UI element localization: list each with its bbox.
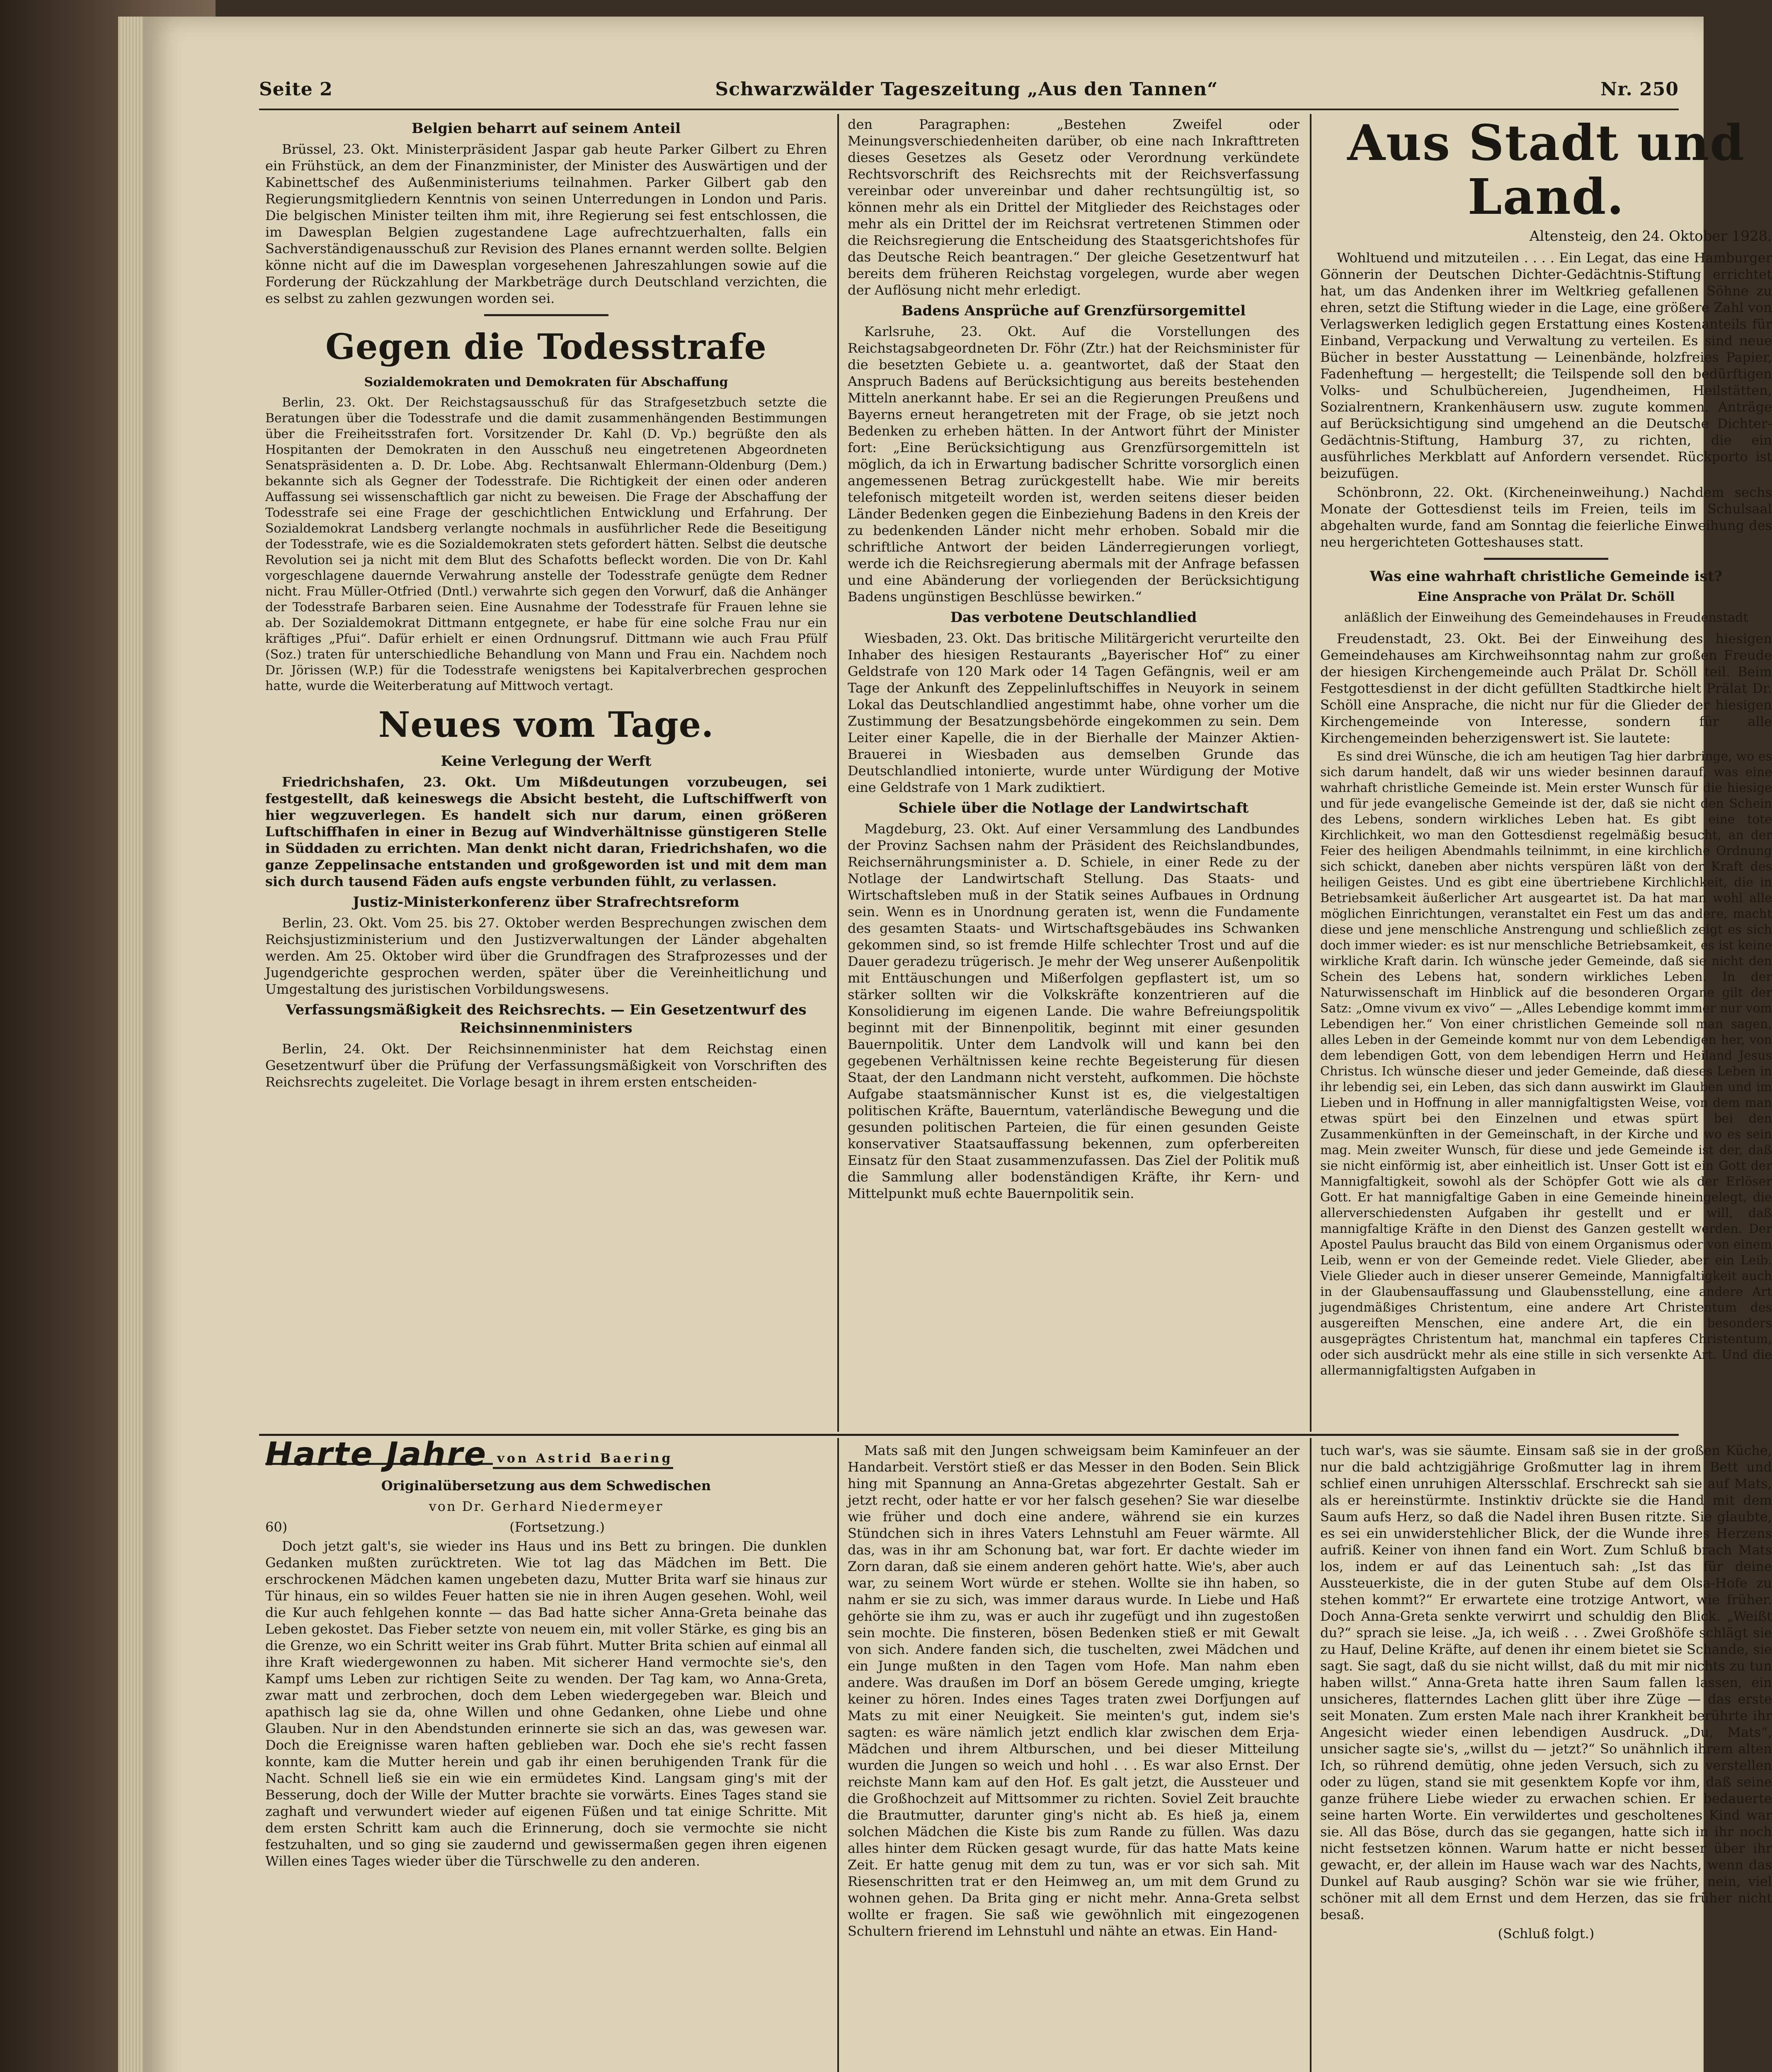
article-schiele-body: Magdeburg, 23. Okt. Auf einer Versammlung des Landbundes der Provinz Sachsen nahm der Präsident des Reichslandbundes, Reichsernährungsminister a. D. Schiele, in einer Rede zu der Notlage der Landwirtschaft Stellung. Das Staats- und Wirtschaftsleben muß in der Statik seines Aufbaues in Ordnung sein. Wenn es in Unordnung geraten ist, wenn die Fundamente des gesamten Staats- und Wirtschaftsgebäudes ins Schwanken gekommen sind, so ist fremde Hilfe schlechter Trost und auf die Dauer geradezu trügerisch. Je mehr der Weg unserer Außenpolitik mit Enttäuschungen und Mißerfolgen gepflastert ist, um so stärker sollten wir die Volkskräfte konzentrieren auf die Konsolidierung im eigenen Lande. Die wahre Befreiungspolitik beginnt mit der Binnenpolitik, beginnt mit einer gesunden Bauernpolitik. Unter dem Landvolk will und kann bei den gegebenen Verhältnissen keine rechte Begeisterung für diesen Staat, der den Landmann nicht versteht, aufkommen. Die höchste Aufgabe staatsmännischer Kunst ist es, die vielgestaltigen politischen Kräfte, Bauerntum, vaterländische Bewegung und die gesunden politischen Parteien, die für einen gesunden Geiste konservativer Staatsauffassung bekennen, zum opferbereiten Einsatz für den Staat zusammenzufassen. Das Ziel der Politik muß die Sammlung aller bodenständigen Kräfte, ihr Kern- und Mittelpunkt muß echte Bauernpolitik sein. <box>848 821 1299 1201</box>
column-1 <box>265 116 827 1430</box>
article-gemeinde-title: Was eine wahrhaft christliche Gemeinde ist? <box>1370 568 1723 585</box>
serial-column-3 <box>1320 1442 1772 2072</box>
article-verfassung-title: Verfassungsmäßigkeit des Reichsrechts. — Ein Gesetzentwurf des Reichsinnenministers <box>286 1002 807 1036</box>
article-todesstrafe-title: Gegen die Todesstrafe <box>325 326 767 367</box>
column-2 <box>848 116 1299 1430</box>
serial-end-note: (Schluß folgt.) <box>1498 1926 1595 1941</box>
article-baden-title: Badens Ansprüche auf Grenzfürsorgemittel <box>901 303 1246 319</box>
article-belgien-title: Belgien beharrt auf seinem Anteil <box>411 120 681 137</box>
article-justiz-title: Justiz-Ministerkonferenz über Strafrechtsreform <box>353 894 739 910</box>
serial-column-2 <box>848 1442 1299 2072</box>
newspaper-title: Schwarzwälder Tageszeitung „Aus den Tannen“ <box>715 79 1218 100</box>
article-gemeinde-intro: Freudenstadt, 23. Okt. Bei der Einweihung des hiesigen Gemeindehauses am Kirchweihsonntag nahm zur großen Freude der hiesigen Kirchengemeinde auch Prälat Dr. Schöll teil. Beim Festgottesdienst in der dicht gefüllten Stadtkirche hielt Prälat Dr. Schöll eine Ansprache, die nicht nur für die Glieder der hiesigen Kirchengemeinde von Interesse, sondern für alle Kirchengemeinden beherzigenswert ist. Sie lautete: <box>1320 631 1772 746</box>
article-gemeinde-subtitle: Eine Ansprache von Prälat Dr. Schöll <box>1417 590 1675 604</box>
serial-author: von Astrid Baering <box>493 1450 673 1469</box>
serial-translation-note: Originalübersetzung aus dem Schwedischen <box>381 1478 711 1493</box>
article-gemeinde-subtitle-2: anläßlich der Einweihung des Gemeindehauses in Freudenstadt <box>1344 610 1748 625</box>
article-todesstrafe-body: Berlin, 23. Okt. Der Reichstagsausschuß für das Strafgesetzbuch setzte die Beratungen über die Todesstrafe und die damit zusammenhängenden Bestimmungen über die Freiheitsstrafen fort. Vorsitzender Dr. Kahl (D. Vp.) begrüßte den als Hospitanten der Demokraten in den Ausschuß neu eingetretenen Abgeordneten Senatspräsidenten a. D. Dr. Lobe. Abg. Rechtsanwalt Ehlermann-Oldenburg (Dem.) bekannte sich als Gegner der Todesstrafe. Die Richtigkeit der einen oder anderen Auffassung sei wissenschaftlich gar nicht zu beweisen. Die Frage der Abschaffung der Todesstrafe sei eine Frage der geschichtlichen Entwicklung und Erfahrung. Der Sozialdemokrat Landsberg verlangte nochmals in ausführlicher Rede die Beseitigung der Todesstrafe, wie es die Sozialdemokraten stets gefordert hätten. Selbst die deutsche Revolution sei ja nicht mit dem Blut des Schafotts befleckt worden. Die von Dr. Kahl vorgeschlagene dauernde Verwahrung anstelle der Todesstrafe genügte dem Redner nicht. Frau Müller-Otfried (Dntl.) verwahrte sich gegen den Vorwurf, daß die Anhänger der Todesstrafe Barbaren seien. Eine Ausnahme der Todesstrafe für Frauen lehne sie ab. Der Sozialdemokrat Dittmann entgegnete, er habe für eine solche Frau nur ein kräftiges „Pfui“. Dafür erhielt er einen Ordnungsruf. Dittmann wie auch Frau Pfülf (Soz.) traten für unterschiedliche Behandlung von Mann und Frau ein. Nachdem noch Dr. Jörissen (W.P.) für die Todesstrafe wenigstens bei Kapitalverbrechen gesprochen hatte, wurde die Weiterberatung auf Mittwoch vertagt. <box>265 395 827 693</box>
serial-column-rule-2 <box>1310 1438 1311 2072</box>
header-rule <box>259 109 1679 110</box>
serial-masthead <box>265 1436 827 1473</box>
running-header <box>259 79 1679 108</box>
serial-title: Harte Jahre <box>265 1446 493 1465</box>
section-stadt-und-land-title: Aus Stadt und Land. <box>1347 114 1745 225</box>
divider <box>484 314 608 316</box>
page-number: Seite 2 <box>259 79 333 100</box>
article-todesstrafe-subtitle: Sozialdemokraten und Demokraten für Abschaffung <box>364 375 728 390</box>
serial-column-rule-1 <box>837 1438 839 2072</box>
serial-translator: von Dr. Gerhard Niedermeyer <box>429 1498 664 1514</box>
divider <box>1484 558 1608 560</box>
article-belgien-body: Brüssel, 23. Okt. Ministerpräsident Jaspar gab heute Parker Gilbert zu Ehren ein Frühstück, an dem der Finanzminister, der Minister des Auswärtigen und der Kabinettschef des Außenministeriums teilnahmen. Parker Gilbert gab den Regierungsmitgliedern Kenntnis von seinen Unterredungen in London und Paris. Die belgischen Minister teilten ihm mit, ihre Regierung sei fest entschlossen, die im Dawesplan Belgien zugestandene Lage aufrechtzuerhalten, falls ein Sachverständigenausschuß zur Revision des Planes ernannt werden sollte. Belgien könne nicht auf die im Dawesplan vorgesehenen Jahreszahlungen sowie auf die Forderung der Rückzahlung der Markbeträge durch Deutschland verzichten, die es selbst zu zahlen gezwungen worden sei. <box>265 141 827 306</box>
article-deutschlandlied-body: Wiesbaden, 23. Okt. Das britische Militärgericht verurteilte den Inhaber des hiesigen Restaurants „Bayerischer Hof“ zu einer Geldstrafe von 120 Mark oder 14 Tagen Gefängnis, weil er am Tage der Ankunft des Zeppelinluftschiffes in Neuyork in seinem Lokal das Deutschlandlied angestimmt habe, ohne vorher um die Zustimmung der Besatzungsbehörde eingekommen zu sein. Dem Leiter einer Kapelle, die in der Bierhalle der Mainzer Aktien-Brauerei in Wiesbaden aus demselben Grunde das Deutschlandlied intonierte, wurde unter Würdigung der Motive eine Geldstrafe von 1 Mark zudiktiert. <box>848 630 1299 795</box>
article-verfassung-continued: den Paragraphen: „Bestehen Zweifel oder Meinungsverschiedenheiten darüber, ob eine nach Inkrafttreten dieses Gesetzes als Gesetz oder Verordnung verkündete Rechtsvorschrift des Reichsrechts mit der Reichsverfassung vereinbar oder unvereinbar und daher rechtsungültig ist, so können mehr als ein Drittel der Mitglieder des Reichstages oder mehr als ein Drittel der im Reichsrat vertretenen Stimmen oder die Reichsregierung die Entscheidung des Staatsgerichtshofes für das Deutsche Reich beantragen.“ Der gleiche Gesetzentwurf hat bereits dem früheren Reichstag vorgelegen, wurde aber wegen der Auflösung nicht mehr erledigt. <box>848 116 1299 298</box>
section-neues-vom-tage-title: Neues vom Tage. <box>378 704 714 745</box>
column-rule-1 <box>837 114 839 1432</box>
serial-text-1: Doch jetzt galt's, sie wieder ins Haus und ins Bett zu bringen. Die dunklen Gedanken mußten zurücktreten. Wie tot lag das Mädchen im Bett. Die erschrockenen Mädchen kamen ungebeten dazu, Mutter Brita warf sie hinaus zur Tür hinaus, ein so wildes Feuer hatten sie nie in ihren Augen gesehen. Wohl, weil die Kur auch fehlgehen konnte — das Bad hatte sicher Anna-Greta beinahe das Leben gekostet. Das Fieber setzte von neuem ein, mit voller Stärke, es ging bis an die Grenze, wo ein Schritt weiter ins Grab führt. Mutter Brita schien auf einmal all ihre Kraft wiedergewonnen zu haben. Mit sicherer Hand vermochte sie's, den Kampf ums Leben zur richtigen Seite zu wenden. Der Tag kam, wo Anna-Greta, zwar matt und zerbrochen, doch dem Leben wiedergegeben war. Bleich und apathisch lag sie da, ohne Willen und ohne Gedanken, ohne Liebe und ohne Glauben. Nur in den Abendstunden erinnerte sie sich an das, was gewesen war. Doch die Ereignisse waren haften geblieben war. Doch ehe sie's recht fassen konnte, kam die Mutter herein und gab ihr einen beruhigenden Trank für die Nacht. Schnell ließ sie ein wie ein ermüdetes Kind. Langsam ging's mit der Besserung, doch der Wille der Mutter brachte sie vorwärts. Eines Tages stand sie zaghaft und verwundert wieder auf eigenen Füßen und tat einige Schritte. Mit dem ersten Schritt kam auch die Erinnerung, doch sie vermochte sie nicht festzuhalten, und so ging sie zaudernd und gewissermaßen gegen ihren eigenen Willen eines Tages wieder über die Türschwelle zu den anderen. <box>265 1538 827 1869</box>
serial-part-line <box>265 1519 827 1535</box>
issue-number: Nr. 250 <box>1600 79 1679 100</box>
article-werft-body: Friedrichshafen, 23. Okt. Um Mißdeutungen vorzubeugen, sei festgestellt, daß keineswegs die Absicht besteht, die Luftschiffwerft von hier wegzuverlegen. Es handelt sich nur darum, einen größeren Luftschiffhafen in einer in Bezug auf Windverhältnisse günstigeren Stelle in Süddaden zu errichten. Man denkt nicht daran, Friedrichshafen, wo die ganze Zeppelinsache entstanden und großgeworden ist und mit dem man sich durch tausend Fäden aufs engste verbunden fühlt, zu verlassen. <box>265 774 827 889</box>
serial-text-2: Mats saß mit den Jungen schweigsam beim Kaminfeuer an der Handarbeit. Verstört stieß er das Messer in den Boden. Sein Blick hing mit Spannung an Anna-Gretas abgezehrter Gestalt. Sah er jetzt recht, oder hatte er vor her falsch gesehen? Sie war dieselbe wie früher und doch eine andere, während sie ein kurzes Stündchen sich in ihres Vaters Lehnstuhl am Feuer wärmte. All das, was in ihr am Schonung bat, war fort. Er dachte wieder im Zorn daran, daß sie einem anderen gehört hatte. Wie's, aber auch war, zu seinem Wort würde er stehen. Wollte sie ihn haben, so nahm er sie zu sich, was immer daraus wurde. In Liebe und Haß gehörte sie ihm zu, was er auch ihr zugefügt und ihn zugestoßen sein mochte. Die finsteren, bösen Bedenken stieß er mit Gewalt von sich. Andere fanden sich, die tuschelten, zwei Mädchen und ein Junge mußten in den Tagen vom Hofe. Man nahm eben andere. Was draußen im Dorf an bösem Gerede umging, kriegte keiner zu hören. Indes eines Tages traten zwei Dorfjungen auf Mats zu mit einer Neuigkeit. Sie meinten's gut, indem sie's sagten: es wäre nämlich jetzt endlich klar zwischen dem Erja-Mädchen und ihrem Altburschen, und bei dieser Mitteilung wurden die Jungen so weich und hohl . . . Es war also Ernst. Der reichste Mann kam auf den Hof. Es galt jetzt, die Aussteuer und die Großhochzeit auf Mittsommer zu richten. Soviel Zeit brauchte die Brautmutter, darunter ging's nicht ab. Es hieß ja, einem solchen Mädchen die Kiste bis zum Rande zu füllen. Was dazu alles hinter dem Rücken gesagt wurde, für das hatte Mats keine Zeit. Er hatte genug mit dem zu tun, was er vor sich sah. Mit Riesenschritten trat er den Heimweg an, um mit dem Grund zu wohnen gehen. Da Brita ging er nicht mehr. Anna-Greta selbst wollte er fragen. Sie saß wie gewöhnlich mit eingezogenen Schultern frierend im Lehnstuhl und nähte an etwas. Ein Hand- <box>848 1443 1299 1939</box>
article-schoenbronn-body: Schönbronn, 22. Okt. (Kircheneinweihung.) Nachdem sechs Monate der Gottesdienst teils im Freien, teils im Schulsaal abgehalten wurde, fand am Sonntag die feierliche Einweihung des neu hergerichteten Gotteshauses statt. <box>1320 484 1772 550</box>
column-3 <box>1320 116 1772 1430</box>
article-deutschlandlied-title: Das verbotene Deutschlandlied <box>950 609 1197 626</box>
newspaper-page <box>143 17 1772 2072</box>
article-werft-title: Keine Verlegung der Werft <box>441 753 652 770</box>
article-justiz-body: Berlin, 23. Okt. Vom 25. bis 27. Oktober werden Besprechungen zwischen dem Reichsjustizministerium und den Justizverwaltungen der Länder abgehalten werden. Am 25. Oktober wird über die Grundfragen des Strafprozesses und der Jugendgerichte gesprochen werden, später über die Vereinheitlichung und Umgestaltung des juristischen Vorbildungswesens. <box>265 915 827 997</box>
dateline: Altensteig, den 24. Oktober 1928. <box>1530 228 1772 244</box>
serial-text-3: tuch war's, was sie säumte. Einsam saß sie in der großen Küche, nur die bald achtzigjährige Großmutter lag in ihrem Bett und schlief einen unruhigen Altersschlaf. Erschreckt sah sie auf Mats, als er hereinstürmte. Instinktiv drückte sie die Hand mit dem Saum aufs Herz, so daß die Nadel ihren Busen ritzte. Sie glaubte, es sei ein unwiderstehlicher Blick, der die Wunde ihres Herzens aufriß. Keiner von ihnen fand ein Wort. Zum Schluß brach Mats los, indem er auf das Leinentuch sah: „Ist das für deine Aussteuerkiste, die in der guten Stube auf dem Olsa-Hofe zu stehen kommt?“ Er erwartete eine trotzige Antwort, wie früher. Doch Anna-Greta senkte verwirrt und schuldig den Blick. „Weißt du?“ sprach sie leise. „Ja, ich weiß . . . Zwei Großhöfe schlägt sie zu Hauf, Deline Kräfte, auf denen ihr einem bietet sie Schande, sie sagt. Sie sagt, daß du sie nicht willst, daß du mit mir nichts zu tun haben willst.“ Anna-Greta hatte ihren Saum fallen lassen, ein unsicheres, flatterndes Lachen glitt über ihre Züge — das erste seit Monaten. Zum ersten Male nach ihrer Krankheit berührte ihr Angesicht wieder einen lebendigen Ausdruck. „Du, Mats“, unsicher sagte sie's, „willst du — jetzt?“ So unähnlich ihrem alten Ich, so rührend demütig, ohne jeden Versuch, sich zu verstellen oder zu lügen, stand sie mit gesenktem Kopfe vor ihm, daß seine ganze frühere Liebe wieder zu erwachen schien. Er bedauerte seine harten Worte. Ein verwildertes und gescholtenes Kind war sie. All das Böse, durch das sie gegangen, hatte sich in ihr noch nicht festsetzen können. Warum hatte er nicht besser über ihr gewacht, er, der allein im Hause wach war des Nachts, wenn das Dunkel auf Raub ausging? Schön war sie wie früher, nein, viel schöner mit all dem Ernst und dem Herzen, das sie früher nicht besaß. <box>1320 1443 1772 1922</box>
serial-part-number: 60) <box>265 1519 288 1535</box>
article-stiftung-body: Wohltuend und mitzuteilen . . . . Ein Legat, das eine Hamburger Gönnerin der Deutschen Dichter-Gedächtnis-Stiftung errichtet hat, um das Andenken ihrer im Weltkrieg gefallenen Söhne zu ehren, setzt die Stiftung wieder in die Lage, eine größere Zahl von Verlagswerken lediglich gegen Erstattung eines Kostenanteils für Einband, Verpackung und Verwaltung zu verteilen. Es sind neue Bücher in bester Ausstattung — Leinenbände, holzfreies Papier, Fadenheftung — hergestellt; die Teilspende soll den bedürftigen Volks- und Schulbüchereien, Jugendheimen, Heilstätten, Sozialrentnern, Krankenhäusern usw. zugute kommen. Anträge auf Berücksichtigung sind umgehend an die Deutsche Dichter-Gedächtnis-Stiftung, Hamburg 37, zu richten, die ein ausführliches Merkblatt auf Anfordern versendet. Rückporto ist beizufügen. <box>1320 250 1772 481</box>
article-baden-body: Karlsruhe, 23. Okt. Auf die Vorstellungen des Reichstagsabgeordneten Dr. Föhr (Ztr.) hat der Reichsminister für die besetzten Gebiete u. a. geantwortet, daß der Staat den Anspruch Badens auf Berücksichtigung aus bereits bestehenden Mitteln anerkannt habe. Er sei an die Regierungen Preußens und Bayerns erneut herangetreten mit der Frage, ob sie jetzt noch Bedenken zu erheben hätten. In der Antwort führt der Minister fort: „Eine Berücksichtigung aus Grenzfürsorgemitteln ist möglich, da ich in Erwartung badischer Schritte vorsorglich einen angemessenen Betrag zurückgestellt habe. Wie mir bereits telefonisch mitgeteilt worden ist, werden seitens dieser beiden Länder Bedenken gegen die Einbeziehung Badens in den Kreis der zu bedenkenden Länder nicht mehr erhoben. Sobald mir die schriftliche Antwort der beiden Länderregierungen vorliegt, werde ich die Reichsregierung abermals mit der Anfrage befassen und eine Abänderung der vorliegenden der Berücksichtigung Badens ungünstigen Beschlüsse bewirken.“ <box>848 324 1299 605</box>
article-verfassung-body: Berlin, 24. Okt. Der Reichsinnenminister hat dem Reichstag einen Gesetzentwurf über die Prüfung der Verfassungsmäßigkeit von Vorschriften des Reichsrechts zugeleitet. Die Vorlage besagt in ihrem ersten entscheiden- <box>265 1041 827 1090</box>
serial-continued-label: (Fortsetzung.) <box>509 1519 605 1535</box>
serial-column-1 <box>265 1436 827 2072</box>
column-rule-2 <box>1310 114 1311 1432</box>
article-gemeinde-body: Es sind drei Wünsche, die ich am heutigen Tag hier darbringe, wo es sich darum handelt, daß wir uns wieder besinnen darauf, was eine wahrhaft christliche Gemeinde ist. Mein erster Wunsch für die hiesige und für jede evangelische Gemeinde ist der, daß sie nicht den Schein des Lebens, sondern wirkliches Leben hat. Es gibt eine tote Kirchlichkeit, wo man den Gottesdienst regelmäßig besucht, an der Feier des heiligen Abendmahls teilnimmt, in eine kirchliche Ordnung sich schickt, daneben aber nichts verspüren läßt von der Kraft des heiligen Geistes. Und es gibt eine übertriebene Kirchlichkeit, die in Betriebsamkeit äußerlicher Art ausgeartet ist. Da hat man wohl alle möglichen Einrichtungen, veranstaltet ein Fest um das andere, macht diese und jene menschliche Anstrengung und schließlich zeigt es sich doch immer wieder: es ist nur menschliche Betriebsamkeit, es ist keine wirkliche Kraft darin. Ich wünsche jeder Gemeinde, daß sie nicht den Schein des Lebens hat, sondern wirkliches Leben. In der Naturwissenschaft im Hinblick auf die besonderen Organe gilt der Satz: „Omne vivum ex vivo“ — „Alles Lebendige kommt immer nur vom Lebendigen her.“ Von einer christlichen Gemeinde soll man sagen, alles Leben in der Gemeinde kommt nur von dem Lebendigen her, von dem lebendigen Gott, von dem lebendigen Herrn und Heiland Jesus Christus. Ich wünsche dieser und jeder Gemeinde, daß dieses Leben in ihr lebendig sei, ein Leben, das sich dann auswirkt im Glauben und im Lieben und in Hoffnung in aller mannigfaltigsten Weise, von dem man etwas spürt bei den Einzelnen und etwas spürt bei den Zusammenkünften in der Gemeinschaft, in der Kirche und wo es sein mag. Mein zweiter Wunsch, für diese und jede Gemeinde ist der, daß sie nicht einförmig ist, aber einheitlich ist. Unser Gott ist ein Gott der Mannigfaltigkeit, sowohl als der Schöpfer Gott wie als der Erlöser Gott. Er hat mannigfaltige Gaben in eine Gemeinde hineingelegt, die allerverschiedensten Aufgaben ihr gestellt und er will, daß mannigfaltige Kräfte in den Dienst des Ganzen gestellt werden. Der Apostel Paulus braucht das Bild von einem Organismus oder von einem Leib, wenn er von der Gemeinde redet. Viele Glieder, aber ein Leib. Viele Glieder auch in dieser unserer Gemeinde, Mannigfaltigkeit auch in der Glaubensauffassung und Glaubensstellung, eine andere Art jugendmäßiges Christentum, eine andere Art Christentum des ausgereiften Menschen, eine andere Art, die ein besonders ausgeprägtes Christentum hat, manchmal ein tapferes Christentum, oder sich ausdrückt mehr als eine stille in sich versenkte Art. Und die allermannigfaltigsten Aufgaben in <box>1320 749 1772 1378</box>
article-schiele-title: Schiele über die Notlage der Landwirtschaft <box>898 800 1249 816</box>
